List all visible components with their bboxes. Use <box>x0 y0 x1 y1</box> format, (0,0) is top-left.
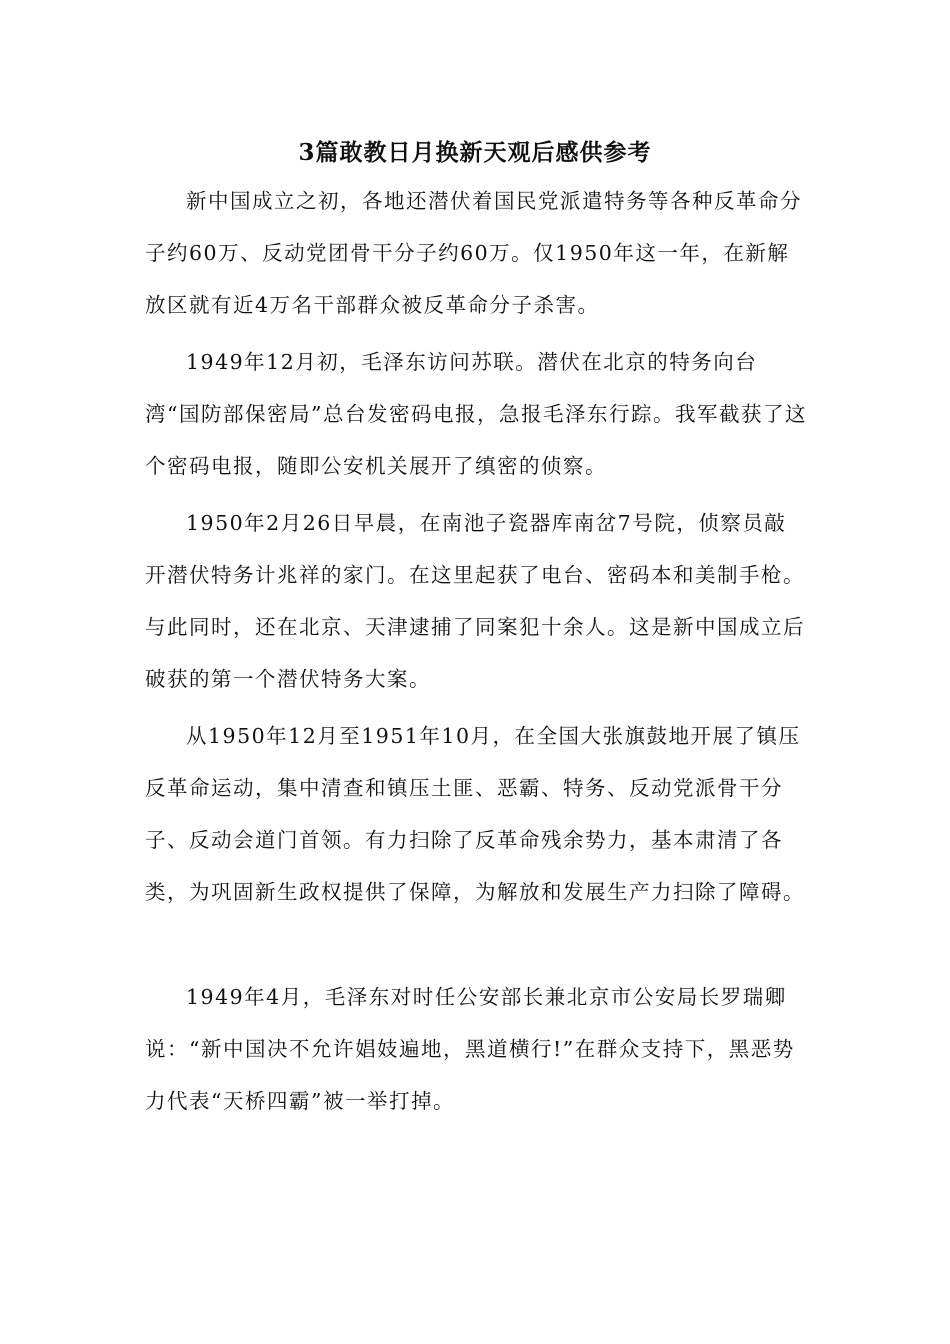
paragraph-1: 新中国成立之初，各地还潜伏着国民党派遣特务等各种反革命分子约60万、反动党团骨干分子约60万。仅1950年这一年，在新解放区就有近4万名干部群众被反革命分子杀害。 <box>145 189 802 317</box>
paragraph-3: 1950年2月26日早晨，在南池子瓷器库南岔7号院，侦察员敲开潜伏特务计兆祥的家门。在这里起获了电台、密码本和美制手枪。与此同时，还在北京、天津逮捕了同案犯十余人。这是新中国成立后破获的第一个潜伏特务大案。 <box>145 511 805 691</box>
paragraph-2: 1949年12月初，毛泽东访问苏联。潜伏在北京的特务向台湾“国防部保密局”总台发密码电报，急报毛泽东行踪。我军截获了这个密码电报，随即公安机关展开了缜密的侦察。 <box>145 350 807 478</box>
paragraph-5: 1949年4月，毛泽东对时任公安部长兼北京市公安局长罗瑞卿说：“新中国决不允许娼妓遍地，黑道横行!”在群众支持下，黑恶势力代表“天桥四霸”被一举打掉。 <box>145 985 795 1113</box>
page-title: 3篇敢教日月换新天观后感供参考 <box>298 139 652 166</box>
paragraph-4: 从1950年12月至1951年10月，在全国大张旗鼓地开展了镇压反革命运动，集中清查和镇压土匪、恶霸、特务、反动党派骨干分子、反动会道门首领。有力扫除了反革命残余势力，基本肃清了各类，为巩固新生政权提供了保障，为解放和发展生产力扫除了障碍。 <box>145 724 805 904</box>
